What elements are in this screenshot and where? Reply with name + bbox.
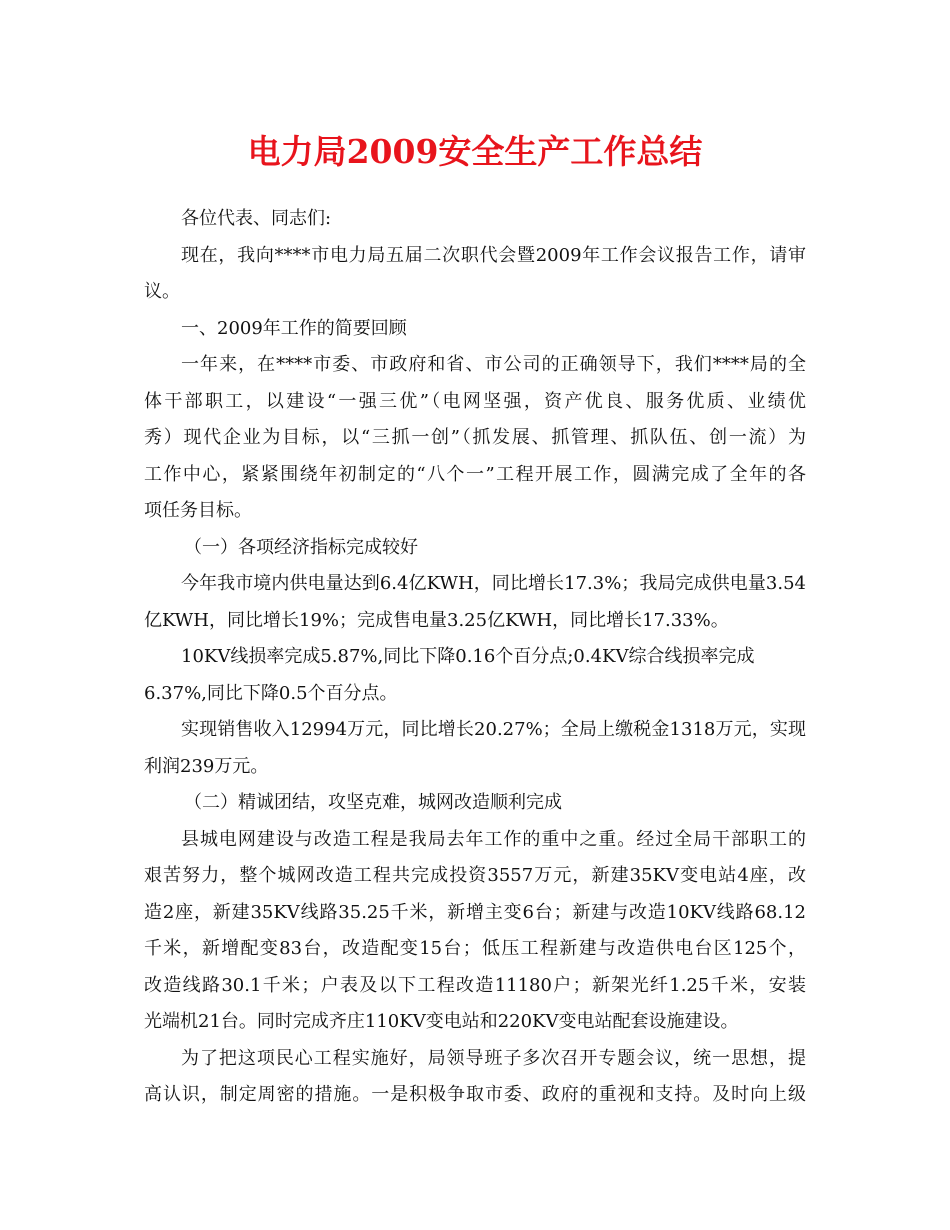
subsection-heading: （一）各项经济指标完成较好 [184,536,418,558]
paragraph-line: 秀）现代企业为目标，以“三抓一创”（抓发展、抓管理、抓队伍、创一流）为 [144,427,806,448]
paragraph-line: 今年我市境内供电量达到6.4亿KWH，同比增长17.3%；我局完成供电量3.54 [181,573,806,594]
paragraph-line: 为了把这项民心工程实施好，局领导班子多次召开专题会议，统一思想，提 [181,1047,806,1069]
paragraph-line: 实现销售收入12994万元，同比增长20.27%；全局上缴税金1318万元，实现 [181,719,806,740]
paragraph-line: 高认识，制定周密的措施。一是积极争取市委、政府的重视和支持。及时向上级 [144,1084,806,1105]
paragraph-line: 体干部职工，以建设“一强三优”（电网坚强，资产优良、服务优质、业绩优 [144,390,806,412]
paragraph-line: 工作中心，紧紧围绕年初制定的“八个一”工程开展工作，圆满完成了全年的各 [144,463,806,485]
paragraph-line: 造2座，新建35KV线路35.25千米，新增主变6台；新建与改造10KV线路68.12 [144,901,806,923]
paragraph-line: 10KV线损率完成5.87%,同比下降0.16个百分点;0.4KV综合线损率完成 [181,646,755,667]
paragraph-line: 议。 [144,281,180,302]
paragraph-line: 千米，新增配变83台，改造配变15台；低压工程新建与改造供电台区125个， [144,938,806,959]
section-heading: 一、2009年工作的简要回顾 [181,317,407,339]
paragraph-line: 利润239万元。 [144,755,269,777]
paragraph-line: 项任务目标。 [144,500,252,521]
paragraph-line: 改造线路30.1千米；户表及以下工程改造11180户；新架光纤1.25千米，安装 [144,974,806,996]
subsection-heading: （二）精诚团结，攻坚克难，城网改造顺利完成 [184,792,562,813]
paragraph-line: 现在，我向****市电力局五届二次职代会暨2009年工作会议报告工作，请审 [181,244,806,266]
paragraph-line: 各位代表、同志们: [181,208,332,229]
document-body [144,201,806,1114]
paragraph-line: 县城电网建设与改造工程是我局去年工作的重中之重。经过全局干部职工的 [181,828,806,850]
paragraph-line: 艰苦努力，整个城网改造工程共完成投资3557万元，新建35KV变电站4座，改 [144,865,806,886]
paragraph-line: 亿KWH，同比增长19%；完成售电量3.25亿KWH，同比增长17.33%。 [144,609,729,631]
paragraph-line: 一年来，在****市委、市政府和省、市公司的正确领导下，我们****局的全 [181,354,806,375]
paragraph-line: 6.37%,同比下降0.5个百分点。 [144,682,398,704]
document-title: 电力局2009安全生产工作总结 [247,132,703,171]
paragraph-line: 光端机21台。同时完成齐庄110KV变电站和220KV变电站配套设施建设。 [144,1011,739,1032]
